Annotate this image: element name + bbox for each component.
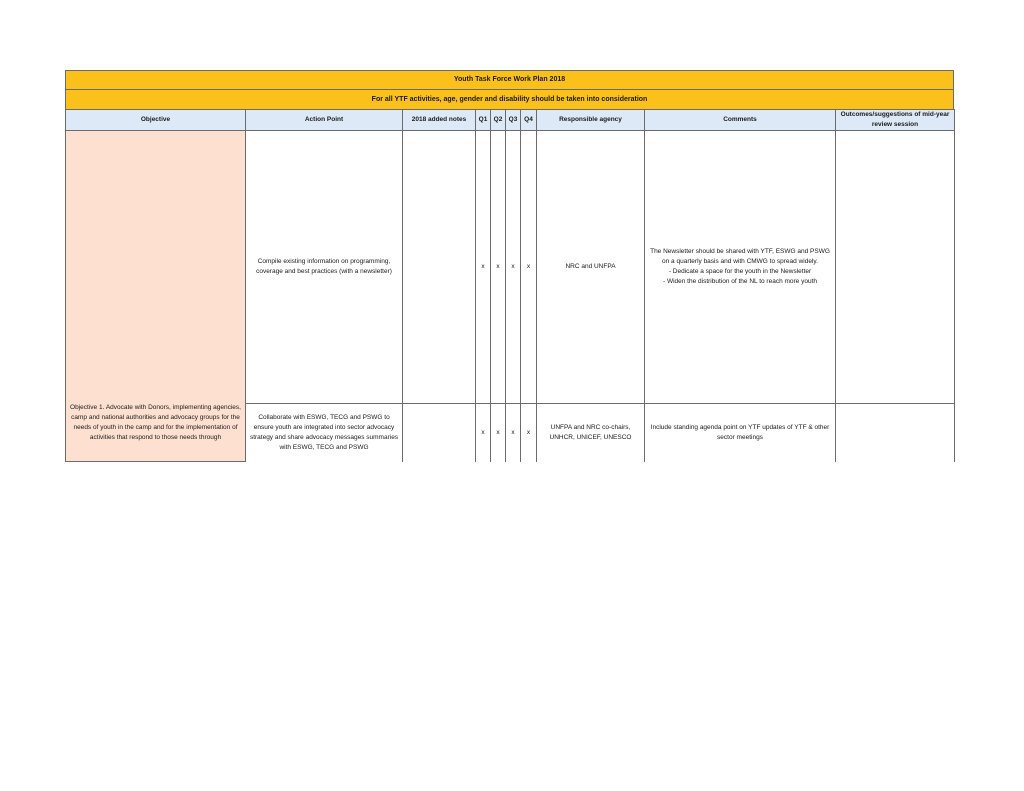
- col-added-notes: 2018 added notes: [403, 110, 476, 131]
- added-notes-cell: [403, 131, 476, 404]
- objective-text: Objective 1. Advocate with Donors, implementing agencies, camp and national authorities and advocacy groups for the needs of youth in the camp and for the implementation of activities that respond to those needs through: [70, 404, 241, 441]
- responsible-agency-cell: UNFPA and NRC co-chairs, UNHCR, UNICEF, UNESCO: [537, 404, 645, 462]
- col-responsible-agency: Responsible agency: [537, 110, 645, 131]
- header-row: [66, 110, 955, 131]
- sheet-subtitle: For all YTF activities, age, gender and disability should be taken into consideration: [65, 89, 954, 109]
- q4-cell: x: [521, 404, 537, 462]
- comments-cell: The Newsletter should be shared with YTF, ESWG and PSWG on a quarterly basis and with CMWG to spread widely. - Dedicate a space for the youth in the Newsletter - Widen the distribution of the NL to reach more youth: [645, 131, 836, 404]
- q3-cell: x: [506, 131, 521, 404]
- col-q1: Q1: [476, 110, 491, 131]
- work-plan-table: [65, 109, 955, 462]
- outcomes-cell: [836, 131, 955, 404]
- col-q2: Q2: [491, 110, 506, 131]
- responsible-agency-cell: NRC and UNFPA: [537, 131, 645, 404]
- col-q3: Q3: [506, 110, 521, 131]
- outcomes-cell: [836, 404, 955, 462]
- q2-cell: x: [491, 131, 506, 404]
- q4-cell: x: [521, 131, 537, 404]
- table-row: [66, 131, 955, 404]
- q3-cell: x: [506, 404, 521, 462]
- sheet-title: Youth Task Force Work Plan 2018: [65, 70, 954, 89]
- q1-cell: x: [476, 404, 491, 462]
- q1-cell: x: [476, 131, 491, 404]
- added-notes-cell: [403, 404, 476, 462]
- objective-cell: [66, 131, 246, 462]
- q2-cell: x: [491, 404, 506, 462]
- action-point-cell: Collaborate with ESWG, TECG and PSWG to ensure youth are integrated into sector advocacy strategy and share advocacy messages summaries with ESWG, TECG and PSWG: [246, 404, 403, 462]
- col-outcomes: Outcomes/suggestions of mid-year review session: [836, 110, 955, 131]
- spreadsheet: [65, 70, 954, 462]
- action-point-cell: Compile existing information on programming, coverage and best practices (with a newsletter): [246, 131, 403, 404]
- col-q4: Q4: [521, 110, 537, 131]
- col-comments: Comments: [645, 110, 836, 131]
- comments-cell: Include standing agenda point on YTF updates of YTF & other sector meetings: [645, 404, 836, 462]
- col-action-point: Action Point: [246, 110, 403, 131]
- col-objective: Objective: [66, 110, 246, 131]
